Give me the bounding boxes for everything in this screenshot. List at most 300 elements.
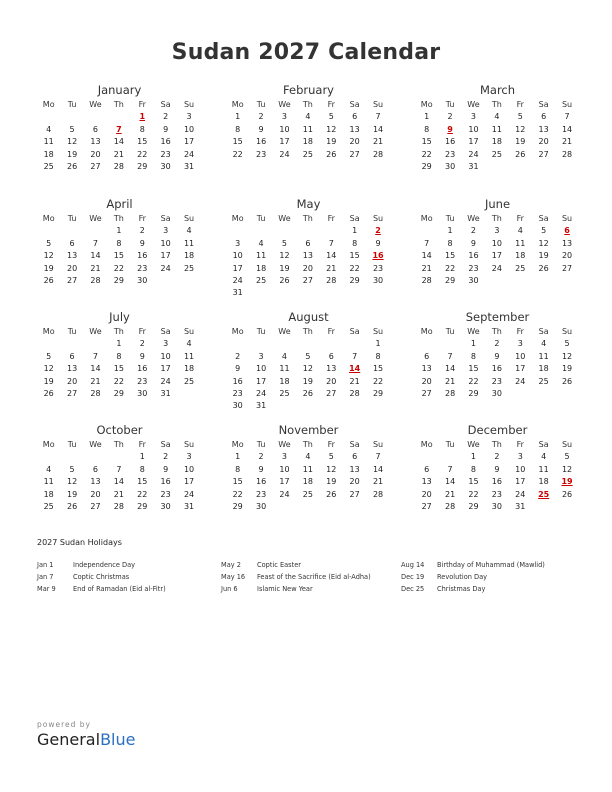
day: 22 bbox=[113, 376, 124, 386]
holiday-name: Birthday of Muhammad (Mawlid) bbox=[437, 561, 545, 569]
day: 29 bbox=[137, 161, 148, 171]
day: 25 bbox=[279, 388, 290, 398]
day: 2 bbox=[447, 112, 453, 122]
day: 6 bbox=[424, 464, 430, 474]
day: 6 bbox=[541, 112, 547, 122]
day: 13 bbox=[349, 124, 360, 134]
day: 10 bbox=[279, 124, 290, 134]
day: 20 bbox=[90, 149, 101, 159]
day: 23 bbox=[491, 376, 502, 386]
day: 6 bbox=[352, 452, 358, 462]
day: 19 bbox=[43, 376, 54, 386]
day: 17 bbox=[279, 477, 290, 487]
month-days-grid bbox=[226, 99, 391, 161]
month-june bbox=[415, 196, 580, 287]
day: 16 bbox=[491, 364, 502, 374]
day: 18 bbox=[43, 149, 54, 159]
month-days-grid bbox=[226, 213, 391, 300]
day: 13 bbox=[90, 477, 101, 487]
weekday-header: Mo bbox=[42, 100, 55, 109]
holiday-item bbox=[37, 571, 217, 583]
day: 28 bbox=[349, 388, 360, 398]
holiday-day: 9 bbox=[447, 124, 453, 134]
day: 13 bbox=[561, 238, 573, 248]
day: 23 bbox=[372, 263, 384, 273]
empty-day bbox=[415, 225, 438, 237]
month-name: December bbox=[467, 423, 528, 437]
month-april bbox=[37, 196, 202, 287]
day: 27 bbox=[421, 388, 432, 398]
month-december bbox=[415, 422, 580, 513]
day: 19 bbox=[538, 251, 549, 261]
day: 15 bbox=[444, 251, 456, 261]
empty-day bbox=[37, 338, 60, 350]
day: 2 bbox=[258, 112, 264, 122]
day: 27 bbox=[302, 275, 313, 285]
day: 20 bbox=[302, 263, 313, 273]
day: 28 bbox=[113, 161, 124, 171]
day: 14 bbox=[90, 364, 101, 374]
day: 23 bbox=[137, 263, 148, 273]
day: 31 bbox=[515, 501, 526, 511]
weekday-header: Fr bbox=[138, 214, 146, 223]
day: 24 bbox=[160, 263, 171, 273]
day: 9 bbox=[258, 124, 264, 134]
empty-day bbox=[296, 225, 319, 237]
day: 12 bbox=[43, 364, 54, 374]
weekday-header: Sa bbox=[160, 327, 171, 336]
day: 25 bbox=[302, 149, 313, 159]
day: 15 bbox=[421, 137, 432, 147]
weekday-header: Sa bbox=[538, 214, 549, 223]
day: 12 bbox=[326, 464, 337, 474]
empty-day bbox=[84, 451, 107, 463]
day: 17 bbox=[279, 137, 290, 147]
day: 18 bbox=[183, 364, 195, 374]
day: 9 bbox=[258, 464, 264, 474]
weekday-header: We bbox=[278, 100, 291, 109]
day: 29 bbox=[468, 388, 479, 398]
day: 3 bbox=[186, 112, 192, 122]
day: 28 bbox=[561, 149, 573, 159]
day: 27 bbox=[349, 149, 360, 159]
day: 11 bbox=[43, 137, 54, 147]
weekday-header: Sa bbox=[349, 100, 360, 109]
day: 20 bbox=[349, 477, 360, 487]
day: 26 bbox=[515, 149, 526, 159]
day: 15 bbox=[137, 477, 148, 487]
day: 4 bbox=[186, 339, 192, 349]
empty-day bbox=[438, 451, 461, 463]
day: 12 bbox=[302, 364, 313, 374]
day: 1 bbox=[352, 226, 358, 236]
day: 15 bbox=[349, 251, 360, 261]
day: 30 bbox=[468, 275, 479, 285]
day: 15 bbox=[468, 364, 479, 374]
day: 21 bbox=[444, 376, 456, 386]
day: 10 bbox=[232, 251, 243, 261]
empty-day bbox=[320, 225, 343, 237]
day: 19 bbox=[561, 364, 573, 374]
day: 4 bbox=[494, 112, 500, 122]
month-february bbox=[226, 82, 391, 161]
day: 3 bbox=[186, 452, 192, 462]
month-days-grid bbox=[37, 326, 202, 400]
weekday-header: Fr bbox=[327, 327, 335, 336]
day: 26 bbox=[326, 489, 337, 499]
day: 16 bbox=[160, 137, 171, 147]
holiday-day: 19 bbox=[561, 477, 573, 487]
day: 20 bbox=[66, 263, 78, 273]
day: 11 bbox=[491, 124, 502, 134]
day: 13 bbox=[349, 464, 360, 474]
day: 3 bbox=[470, 112, 477, 122]
weekday-header: Mo bbox=[420, 440, 433, 449]
weekday-header: Tu bbox=[67, 440, 77, 449]
day: 13 bbox=[66, 364, 78, 374]
empty-day bbox=[60, 338, 83, 350]
day: 23 bbox=[160, 149, 171, 159]
day: 19 bbox=[43, 263, 54, 273]
day: 23 bbox=[137, 376, 148, 386]
weekday-header: Mo bbox=[231, 214, 244, 223]
day: 28 bbox=[421, 275, 432, 285]
weekday-header: Sa bbox=[538, 100, 549, 109]
day: 22 bbox=[232, 489, 243, 499]
holiday-date: Jan 1 bbox=[37, 561, 54, 569]
empty-day bbox=[273, 225, 296, 237]
day: 14 bbox=[372, 464, 384, 474]
day: 18 bbox=[302, 137, 313, 147]
day: 27 bbox=[561, 263, 573, 273]
day: 1 bbox=[470, 339, 477, 349]
day: 6 bbox=[305, 238, 311, 248]
weekday-header: Tu bbox=[256, 327, 266, 336]
day: 13 bbox=[90, 137, 101, 147]
day: 26 bbox=[302, 388, 313, 398]
day: 7 bbox=[447, 351, 453, 361]
day: 20 bbox=[90, 489, 101, 499]
day: 8 bbox=[470, 351, 477, 361]
weekday-header: Mo bbox=[420, 100, 433, 109]
day: 5 bbox=[69, 124, 75, 134]
weekday-header: Su bbox=[561, 100, 573, 109]
weekday-header: Tu bbox=[67, 214, 77, 223]
month-name: June bbox=[484, 197, 511, 211]
day: 25 bbox=[515, 263, 526, 273]
weekday-header: We bbox=[467, 440, 480, 449]
empty-day bbox=[343, 338, 366, 350]
day: 21 bbox=[444, 489, 456, 499]
weekday-header: Su bbox=[372, 214, 384, 223]
day: 30 bbox=[444, 161, 456, 171]
day: 28 bbox=[372, 489, 384, 499]
weekday-header: Mo bbox=[42, 214, 55, 223]
day: 19 bbox=[66, 489, 78, 499]
day: 25 bbox=[302, 489, 313, 499]
day: 7 bbox=[424, 238, 430, 248]
holiday-date: Jan 7 bbox=[37, 573, 54, 581]
day: 14 bbox=[444, 477, 456, 487]
day: 24 bbox=[183, 149, 195, 159]
empty-day bbox=[438, 338, 461, 350]
day: 15 bbox=[372, 364, 384, 374]
month-days-grid bbox=[226, 326, 391, 413]
empty-day bbox=[60, 451, 83, 463]
day: 19 bbox=[326, 137, 337, 147]
weekday-header: Mo bbox=[42, 440, 55, 449]
day: 7 bbox=[352, 351, 358, 361]
day: 8 bbox=[352, 238, 358, 248]
day: 18 bbox=[538, 477, 549, 487]
month-name: July bbox=[109, 310, 130, 324]
day: 22 bbox=[137, 149, 148, 159]
weekday-header: We bbox=[467, 100, 480, 109]
empty-day bbox=[107, 111, 130, 123]
holiday-item bbox=[221, 583, 401, 595]
day: 7 bbox=[328, 238, 334, 248]
day: 17 bbox=[160, 251, 171, 261]
empty-day bbox=[60, 225, 83, 237]
day: 25 bbox=[255, 275, 267, 285]
day: 24 bbox=[183, 489, 195, 499]
day: 5 bbox=[305, 351, 311, 361]
day: 1 bbox=[447, 226, 453, 236]
day: 23 bbox=[468, 263, 479, 273]
day: 2 bbox=[163, 452, 169, 462]
day: 15 bbox=[468, 477, 479, 487]
day: 6 bbox=[352, 112, 358, 122]
day: 23 bbox=[255, 149, 267, 159]
day: 29 bbox=[372, 388, 384, 398]
day: 11 bbox=[538, 464, 549, 474]
day: 27 bbox=[421, 501, 432, 511]
day: 5 bbox=[517, 112, 523, 122]
day: 18 bbox=[43, 489, 54, 499]
day: 27 bbox=[326, 388, 337, 398]
day: 30 bbox=[137, 275, 148, 285]
day: 10 bbox=[468, 124, 479, 134]
weekday-header: Th bbox=[302, 100, 313, 109]
holiday-name: Islamic New Year bbox=[257, 585, 313, 593]
day: 1 bbox=[139, 452, 145, 462]
day: 22 bbox=[468, 376, 479, 386]
weekday-header: Sa bbox=[538, 327, 549, 336]
day: 15 bbox=[113, 251, 124, 261]
day: 2 bbox=[163, 112, 169, 122]
weekday-header: Su bbox=[561, 214, 573, 223]
day: 10 bbox=[160, 351, 171, 361]
day: 9 bbox=[235, 364, 241, 374]
empty-day bbox=[320, 338, 343, 350]
day: 26 bbox=[43, 275, 54, 285]
powered-by-text: powered by bbox=[37, 720, 91, 729]
day: 28 bbox=[90, 275, 101, 285]
weekday-header: We bbox=[89, 214, 102, 223]
day: 5 bbox=[69, 464, 75, 474]
day: 13 bbox=[538, 124, 549, 134]
weekday-header: We bbox=[89, 440, 102, 449]
day: 22 bbox=[372, 376, 384, 386]
day: 23 bbox=[255, 489, 267, 499]
day: 5 bbox=[541, 226, 547, 236]
weekday-header: Fr bbox=[138, 440, 146, 449]
day: 6 bbox=[92, 464, 99, 474]
empty-day bbox=[273, 338, 296, 350]
day: 10 bbox=[515, 351, 526, 361]
day: 16 bbox=[255, 137, 267, 147]
weekday-header: Su bbox=[183, 100, 195, 109]
day: 10 bbox=[183, 464, 195, 474]
logo-blue: Blue bbox=[100, 730, 136, 749]
weekday-header: Th bbox=[302, 327, 313, 336]
month-name: August bbox=[288, 310, 329, 324]
weekday-header: Th bbox=[113, 327, 124, 336]
generalblue-logo bbox=[37, 730, 135, 749]
weekday-header: Sa bbox=[160, 440, 171, 449]
weekday-header: Tu bbox=[256, 100, 266, 109]
holiday-date: Aug 14 bbox=[401, 561, 425, 569]
day: 3 bbox=[258, 351, 264, 361]
day: 8 bbox=[116, 351, 122, 361]
day: 28 bbox=[113, 501, 124, 511]
day: 8 bbox=[375, 351, 381, 361]
day: 5 bbox=[564, 452, 570, 462]
weekday-header: Tu bbox=[67, 327, 77, 336]
weekday-header: Su bbox=[183, 440, 195, 449]
day: 14 bbox=[90, 251, 101, 261]
day: 27 bbox=[349, 489, 360, 499]
weekday-header: Tu bbox=[67, 100, 77, 109]
day: 30 bbox=[232, 401, 243, 411]
day: 24 bbox=[515, 489, 526, 499]
empty-day bbox=[249, 338, 272, 350]
weekday-header: Mo bbox=[420, 214, 433, 223]
day: 4 bbox=[541, 452, 547, 462]
day: 11 bbox=[302, 124, 313, 134]
day: 12 bbox=[66, 477, 78, 487]
day: 18 bbox=[491, 137, 502, 147]
day: 31 bbox=[468, 161, 479, 171]
weekday-header: Fr bbox=[138, 327, 146, 336]
month-name: April bbox=[106, 197, 133, 211]
day: 30 bbox=[255, 501, 267, 511]
day: 12 bbox=[326, 124, 337, 134]
day: 18 bbox=[538, 364, 549, 374]
day: 22 bbox=[137, 489, 148, 499]
day: 4 bbox=[541, 339, 547, 349]
weekday-header: Fr bbox=[327, 440, 335, 449]
day: 12 bbox=[561, 464, 573, 474]
day: 26 bbox=[538, 263, 549, 273]
day: 2 bbox=[139, 226, 145, 236]
day: 24 bbox=[255, 388, 267, 398]
day: 3 bbox=[517, 339, 523, 349]
day: 3 bbox=[281, 112, 288, 122]
day: 13 bbox=[421, 477, 432, 487]
month-name: May bbox=[296, 197, 321, 211]
day: 8 bbox=[470, 464, 477, 474]
month-days-grid bbox=[37, 439, 202, 513]
day: 16 bbox=[468, 251, 479, 261]
empty-day bbox=[37, 451, 60, 463]
weekday-header: Th bbox=[491, 440, 502, 449]
day: 12 bbox=[279, 251, 290, 261]
day: 30 bbox=[137, 388, 148, 398]
day: 1 bbox=[235, 112, 241, 122]
month-july bbox=[37, 309, 202, 400]
day: 7 bbox=[447, 464, 453, 474]
day: 31 bbox=[232, 288, 243, 298]
day: 2 bbox=[494, 452, 500, 462]
day: 2 bbox=[139, 339, 145, 349]
day: 9 bbox=[470, 238, 477, 248]
day: 5 bbox=[328, 452, 334, 462]
day: 27 bbox=[90, 501, 101, 511]
day: 7 bbox=[564, 112, 570, 122]
day: 22 bbox=[444, 263, 456, 273]
day: 19 bbox=[515, 137, 526, 147]
day: 11 bbox=[279, 364, 290, 374]
day: 16 bbox=[444, 137, 456, 147]
month-november bbox=[226, 422, 391, 513]
holiday-day: 1 bbox=[139, 112, 146, 122]
empty-day bbox=[37, 225, 60, 237]
holiday-item bbox=[401, 583, 581, 595]
weekday-header: We bbox=[278, 327, 291, 336]
holiday-day: 14 bbox=[349, 364, 361, 374]
holiday-name: Independence Day bbox=[73, 561, 136, 569]
weekday-header: Sa bbox=[538, 440, 549, 449]
weekday-header: Th bbox=[491, 100, 502, 109]
day: 15 bbox=[113, 364, 124, 374]
empty-day bbox=[60, 111, 83, 123]
day: 7 bbox=[116, 464, 122, 474]
holiday-column bbox=[401, 559, 581, 595]
holiday-date: Mar 9 bbox=[37, 585, 56, 593]
day: 4 bbox=[281, 351, 288, 361]
day: 17 bbox=[491, 251, 502, 261]
day: 28 bbox=[444, 501, 456, 511]
weekday-header: We bbox=[278, 440, 291, 449]
day: 6 bbox=[92, 124, 99, 134]
empty-day bbox=[226, 338, 249, 350]
day: 8 bbox=[235, 464, 241, 474]
day: 10 bbox=[183, 124, 195, 134]
month-september bbox=[415, 309, 580, 400]
day: 9 bbox=[494, 351, 500, 361]
day: 2 bbox=[258, 452, 264, 462]
day: 27 bbox=[538, 149, 549, 159]
weekday-header: Mo bbox=[42, 327, 55, 336]
month-days-grid bbox=[415, 99, 580, 173]
day: 13 bbox=[66, 251, 78, 261]
day: 8 bbox=[235, 124, 241, 134]
day: 1 bbox=[424, 112, 430, 122]
day: 29 bbox=[421, 161, 432, 171]
day: 11 bbox=[255, 251, 267, 261]
day: 1 bbox=[235, 452, 241, 462]
day: 11 bbox=[43, 477, 54, 487]
day: 20 bbox=[326, 376, 337, 386]
day: 3 bbox=[163, 339, 169, 349]
day: 14 bbox=[444, 364, 456, 374]
day: 2 bbox=[494, 339, 500, 349]
month-august bbox=[226, 309, 391, 413]
day: 24 bbox=[515, 376, 526, 386]
day: 10 bbox=[515, 464, 526, 474]
weekday-header: Tu bbox=[445, 214, 455, 223]
